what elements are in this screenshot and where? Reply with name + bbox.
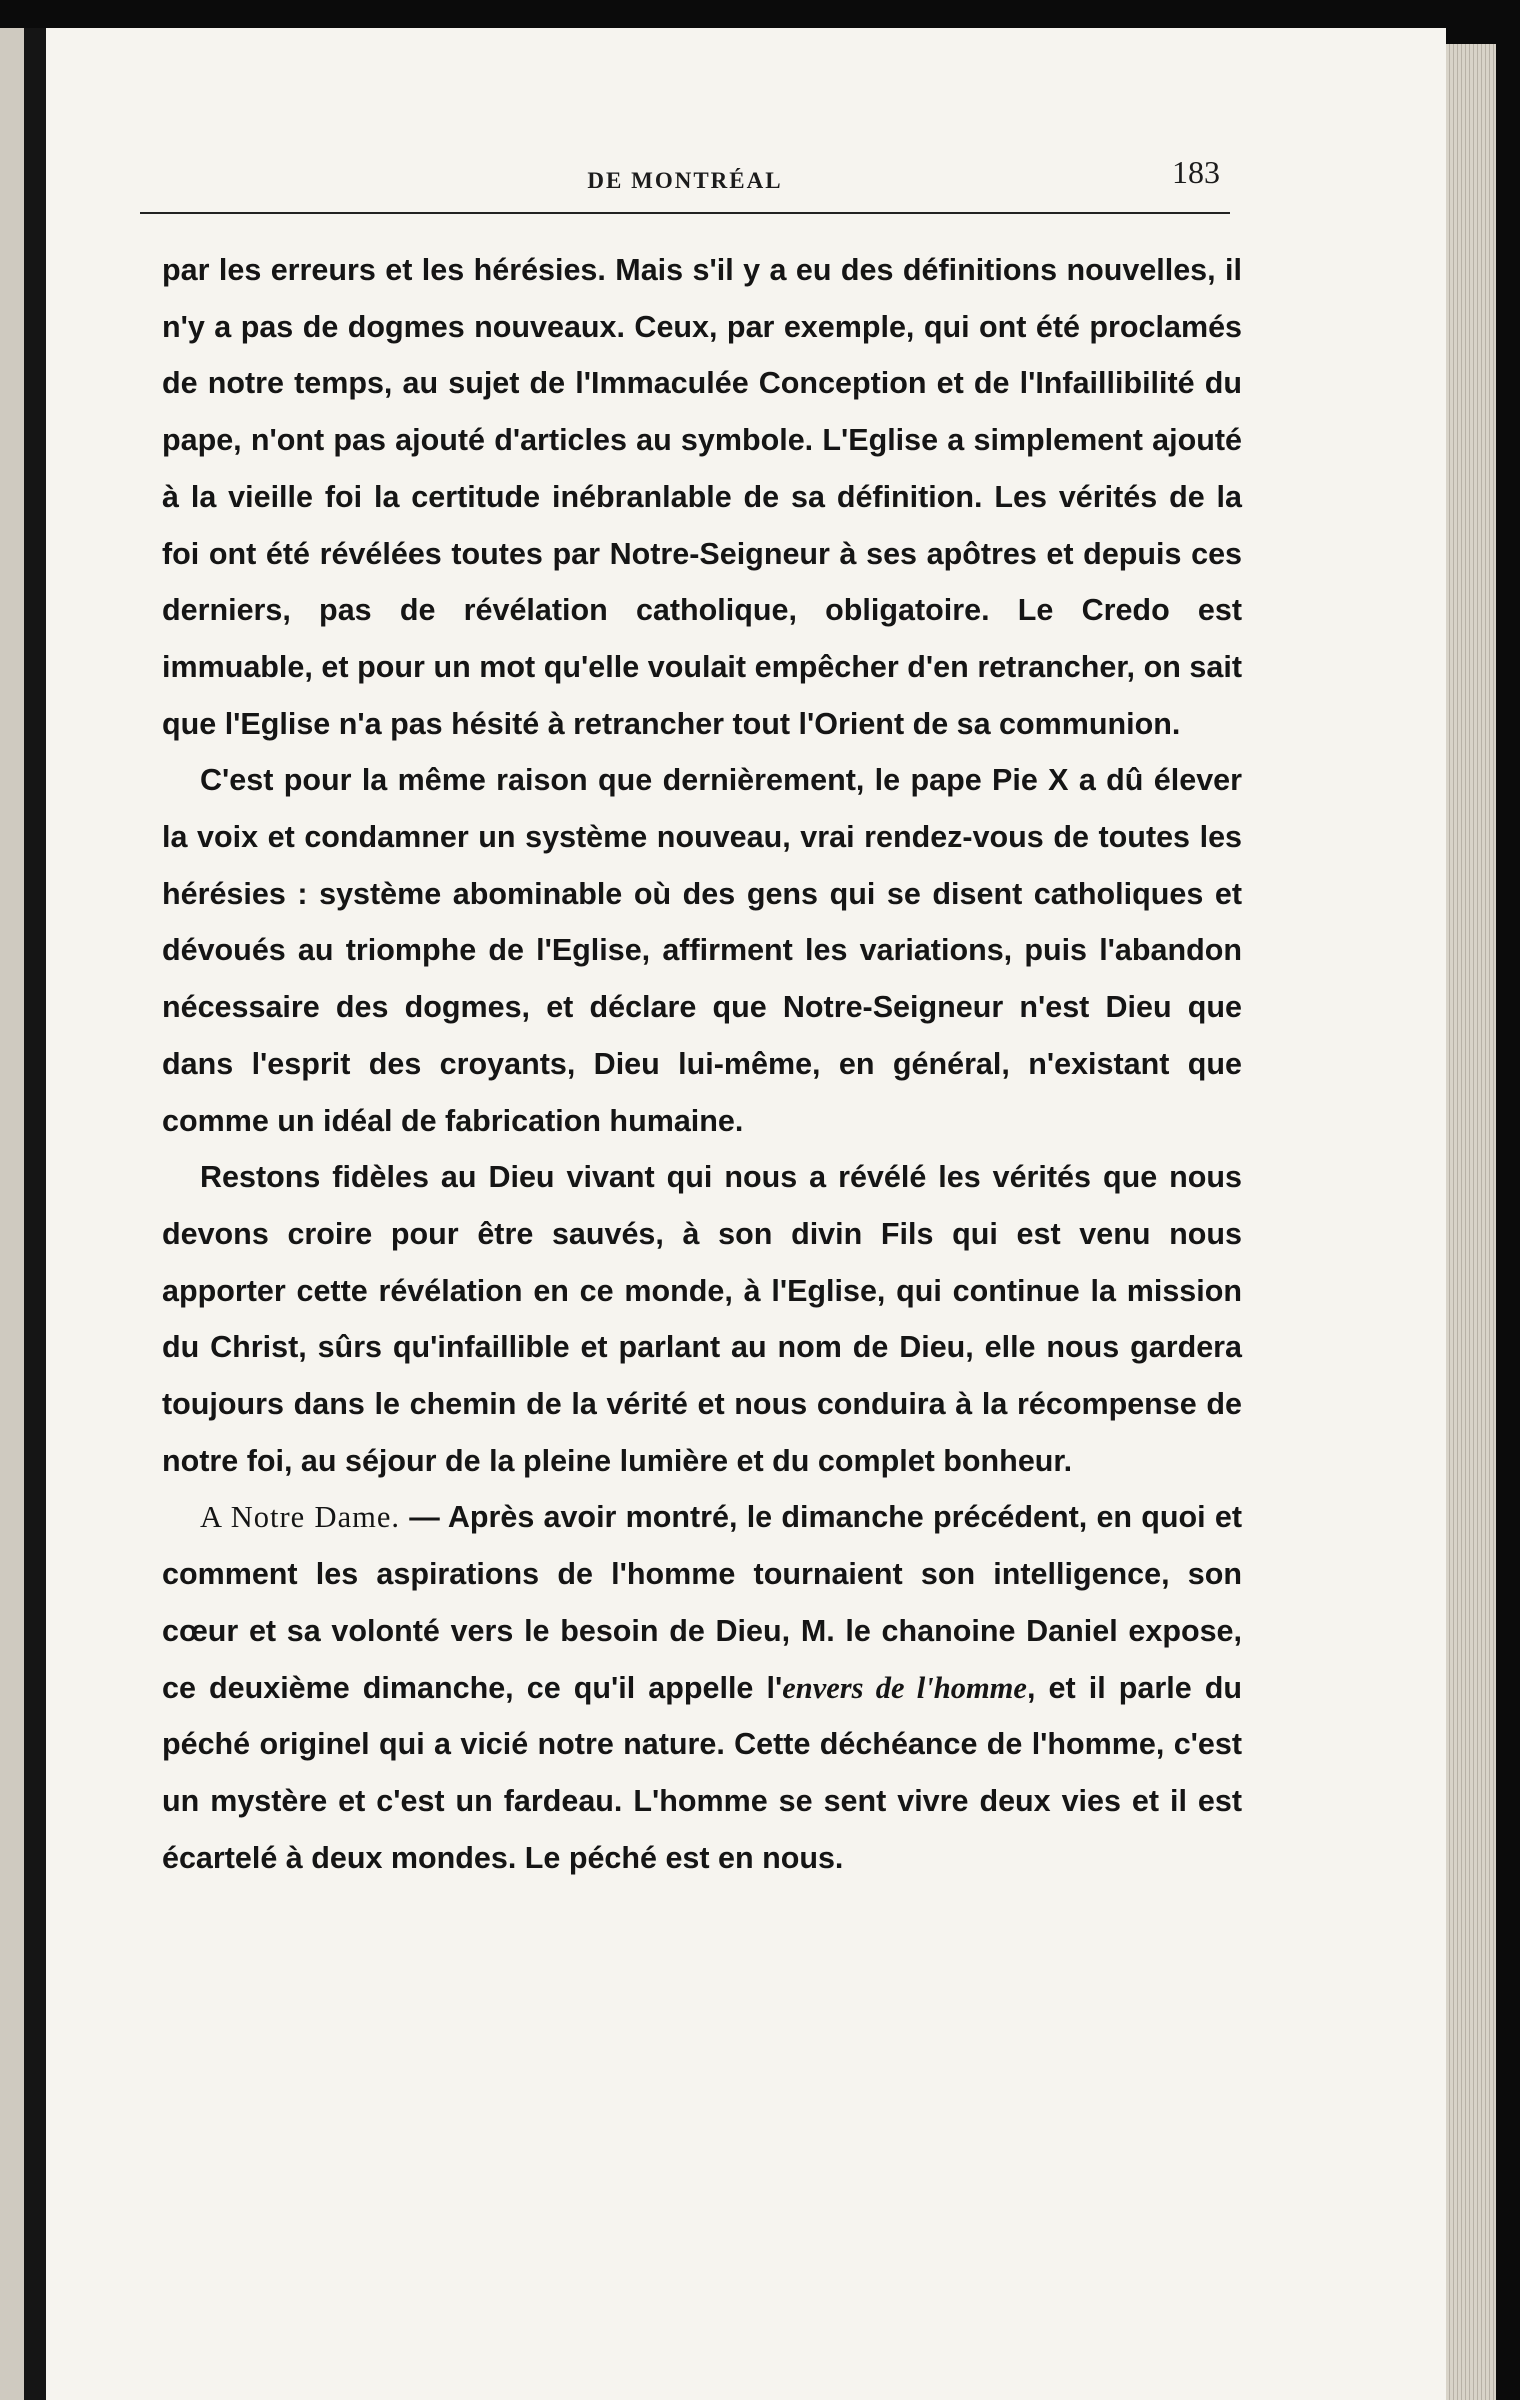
book-gutter: [24, 28, 46, 2400]
paragraph-2: C'est pour la même raison que dernièrement, le pape Pie X a dû élever la voix et condamner un système nouveau, vrai rendez-vous de toutes les hérésies : système abominable où des gens qui se disent catholiques et dévoués au triomphe de l'Eglise, affirment les variations, puis l'abandon nécessaire des dogmes, et déclare que Notre-Seigneur n'est Dieu que dans l'esprit des croyants, Dieu lui-même, en général, n'existant que comme un idéal de fabrication humaine.: [162, 763, 1242, 1138]
paragraph-1: par les erreurs et les hérésies. Mais s'il y a eu des définitions nouvelles, il n'y a pas de dogmes nouveaux. Ceux, par exemple, qui ont été proclamés de notre temps, au sujet de l'Immaculée Conception et de l'Infaillibilité du pape, n'ont pas ajouté d'articles au symbole. L'Eglise a simplement ajouté à la vieille foi la certitude inébranlable de sa définition. Les vérités de la foi ont été révélées toutes par Notre-Seigneur à ses apôtres et depuis ces derniers, pas de révélation catholique, obligatoire. Le Credo est immuable, et pour un mot qu'elle voulait empêcher d'en retrancher, on sait que l'Eglise n'a pas hésité à retrancher tout l'Orient de sa communion.: [162, 253, 1242, 741]
page-number: 183: [1172, 154, 1220, 190]
running-head: DE MONTRÉAL: [587, 168, 783, 193]
page-header: [140, 154, 1230, 214]
page-body: [162, 242, 1242, 1886]
page-stack-edge: [1446, 44, 1496, 2400]
italic-phrase: envers de l'homme: [782, 1670, 1027, 1705]
scan-background: [1496, 0, 1520, 2400]
paragraph-4-text-a: — Après avoir montré, le dimanche précédent, en quoi et comment les aspirations de l'homme tournaient son intelligence, son cœur et sa volonté vers le besoin de Dieu, M. le chanoine Daniel expose, ce deuxième dimanche, ce qu'il appelle l': [162, 1500, 1242, 1705]
left-page-edge: [0, 28, 24, 2400]
paragraph-4-text-b: , et il parle du péché originel qui a vicié notre nature. Cette déchéance de l'homme, c'est un mystère et c'est un fardeau. L'homme se sent vivre deux vies et il est écartelé à deux mondes. Le péché est en nous.: [162, 1670, 1243, 1875]
paragraph-4: [162, 1489, 1242, 1886]
paragraph-3: Restons fidèles au Dieu vivant qui nous a révélé les vérités que nous devons croire pour être sauvés, à son divin Fils qui est venu nous apporter cette révélation en ce monde, à l'Eglise, qui continue la mission du Christ, sûrs qu'infaillible et parlant au nom de Dieu, elle nous gardera toujours dans le chemin de la vérité et nous conduira à la récompense de notre foi, au séjour de la pleine lumière et du complet bonheur.: [162, 1160, 1242, 1478]
section-heading: A Notre Dame.: [200, 1500, 400, 1535]
